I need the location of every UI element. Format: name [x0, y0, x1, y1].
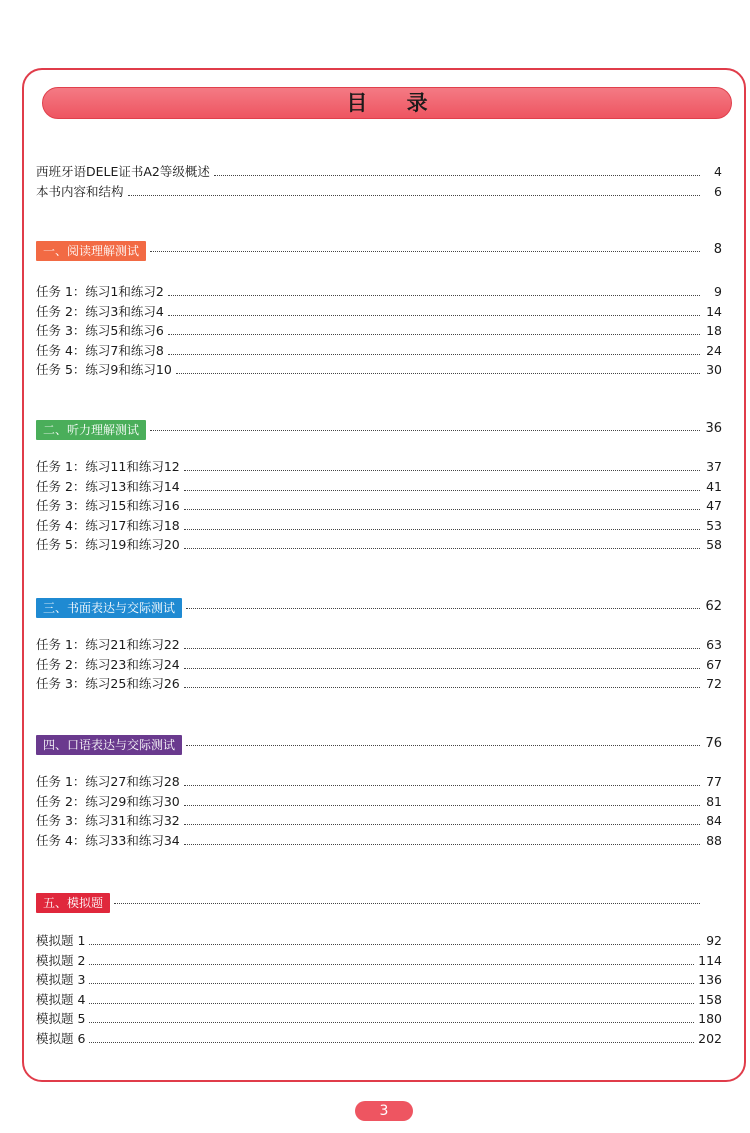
toc-page-number: 158: [698, 992, 722, 1007]
toc-entry[interactable]: [36, 952, 722, 970]
toc-entry-label: 任务 5：练习19和练习20: [36, 537, 180, 552]
toc-page-number: 30: [706, 362, 722, 377]
toc-entry[interactable]: [36, 163, 722, 181]
dot-leader: [214, 175, 700, 176]
toc-entry[interactable]: [36, 636, 722, 654]
toc-entry-label: 任务 4：练习17和练习18: [36, 518, 180, 533]
dot-leader: [89, 983, 694, 984]
toc-entry[interactable]: [36, 971, 722, 989]
dot-leader: [184, 805, 700, 806]
toc-entry-label: 任务 3：练习25和练习26: [36, 676, 180, 691]
toc-entry[interactable]: [36, 932, 722, 950]
toc-page-number: 14: [706, 304, 722, 319]
toc-page-number: 67: [706, 657, 722, 672]
toc-entry-label: 模拟题 3: [36, 972, 86, 987]
toc-entry-label: 任务 4：练习7和练习8: [36, 343, 164, 358]
toc-page-number: 88: [706, 833, 722, 848]
toc-page-number: 9: [714, 284, 722, 299]
toc-entry-label: 任务 2：练习23和练习24: [36, 657, 180, 672]
toc-entry[interactable]: [36, 812, 722, 830]
toc-entry[interactable]: [36, 183, 722, 201]
toc-page-number: 92: [706, 933, 722, 948]
toc-entry-label: 模拟题 4: [36, 992, 86, 1007]
toc-entry[interactable]: [36, 656, 722, 674]
dot-leader: [184, 529, 700, 530]
toc-title-bar: [42, 87, 732, 119]
toc-entry[interactable]: [36, 478, 722, 496]
section-heading-label: 二、听力理解测试: [36, 420, 146, 440]
toc-page-number: 202: [698, 1031, 722, 1046]
toc-page-number: 72: [706, 676, 722, 691]
dot-leader: [168, 334, 700, 335]
toc-section-heading[interactable]: [36, 737, 722, 755]
dot-leader: [114, 903, 700, 904]
toc-entry[interactable]: [36, 322, 722, 340]
dot-leader: [176, 373, 700, 374]
toc-entry-label: 任务 4：练习33和练习34: [36, 833, 180, 848]
toc-entry-label: 西班牙语DELE证书A2等级概述: [36, 164, 210, 179]
toc-section-heading[interactable]: [36, 243, 722, 261]
dot-leader: [89, 944, 700, 945]
toc-entry-label: 任务 3：练习31和练习32: [36, 813, 180, 828]
page-frame: [22, 68, 746, 1082]
toc-entry-label: 本书内容和结构: [36, 184, 124, 199]
toc-page-number: 4: [714, 164, 722, 179]
dot-leader: [184, 824, 700, 825]
toc-entry-label: 任务 2：练习29和练习30: [36, 794, 180, 809]
toc-page-number: 8: [713, 242, 722, 257]
dot-leader: [128, 195, 700, 196]
toc-entry-label: 任务 2：练习13和练习14: [36, 479, 180, 494]
toc-page-number: 36: [705, 421, 722, 436]
dot-leader: [186, 745, 700, 746]
dot-leader: [184, 490, 700, 491]
toc-page-number: 136: [698, 972, 722, 987]
section-heading-label: 一、阅读理解测试: [36, 241, 146, 261]
dot-leader: [184, 785, 700, 786]
toc-entry[interactable]: [36, 991, 722, 1009]
dot-leader: [168, 295, 700, 296]
dot-leader: [89, 1022, 694, 1023]
toc-entry[interactable]: [36, 832, 722, 850]
toc-entry-label: 模拟题 2: [36, 953, 86, 968]
toc-page-number: 41: [706, 479, 722, 494]
toc-entry[interactable]: [36, 773, 722, 791]
toc-page-number: 77: [706, 774, 722, 789]
toc-entry-label: 任务 1：练习27和练习28: [36, 774, 180, 789]
toc-entry[interactable]: [36, 497, 722, 515]
dot-leader: [184, 844, 700, 845]
toc-page-number: 63: [706, 637, 722, 652]
toc-entry[interactable]: [36, 361, 722, 379]
dot-leader: [89, 1042, 694, 1043]
toc-entry[interactable]: [36, 1030, 722, 1048]
toc-entry[interactable]: [36, 675, 722, 693]
toc-entry[interactable]: [36, 793, 722, 811]
toc-entry[interactable]: [36, 303, 722, 321]
toc-page-number: 53: [706, 518, 722, 533]
toc-page-number: 180: [698, 1011, 722, 1026]
toc-entry-label: 任务 3：练习15和练习16: [36, 498, 180, 513]
dot-leader: [89, 1003, 694, 1004]
toc-page-number: 6: [714, 184, 722, 199]
dot-leader: [184, 687, 700, 688]
toc-page-number: [704, 911, 722, 913]
toc-entry[interactable]: [36, 517, 722, 535]
toc-entry-label: 任务 1：练习21和练习22: [36, 637, 180, 652]
toc-page-number: 37: [706, 459, 722, 474]
toc-section-heading[interactable]: [36, 422, 722, 440]
dot-leader: [184, 548, 700, 549]
toc-entry[interactable]: [36, 458, 722, 476]
section-heading-label: 四、口语表达与交际测试: [36, 735, 182, 755]
toc-title: 目 录: [346, 91, 444, 115]
toc-page-number: 24: [706, 343, 722, 358]
dot-leader: [184, 470, 700, 471]
dot-leader: [89, 964, 694, 965]
toc-entry-label: 任务 5：练习9和练习10: [36, 362, 172, 377]
dot-leader: [184, 509, 700, 510]
toc-page-number: 76: [705, 736, 722, 751]
toc-entry[interactable]: [36, 283, 722, 301]
toc-section-heading[interactable]: [36, 600, 722, 618]
toc-entry[interactable]: [36, 1010, 722, 1028]
toc-entry-label: 任务 1：练习11和练习12: [36, 459, 180, 474]
toc-page-number: 62: [705, 599, 722, 614]
dot-leader: [184, 668, 700, 669]
section-heading-label: 三、书面表达与交际测试: [36, 598, 182, 618]
section-heading-label: 五、模拟题: [36, 893, 110, 913]
dot-leader: [186, 608, 700, 609]
toc-section-heading[interactable]: [36, 895, 722, 913]
dot-leader: [168, 354, 700, 355]
toc-entry-label: 任务 2：练习3和练习4: [36, 304, 164, 319]
toc-page-number: 58: [706, 537, 722, 552]
page-number-badge: 3: [355, 1101, 413, 1121]
toc-entry[interactable]: [36, 536, 722, 554]
toc-entry[interactable]: [36, 342, 722, 360]
toc-page-number: 114: [698, 953, 722, 968]
toc-page-number: 18: [706, 323, 722, 338]
dot-leader: [184, 648, 700, 649]
dot-leader: [150, 251, 700, 252]
dot-leader: [168, 315, 700, 316]
toc-entry-label: 任务 3：练习5和练习6: [36, 323, 164, 338]
dot-leader: [150, 430, 700, 431]
toc-page-number: 84: [706, 813, 722, 828]
toc-entry-label: 模拟题 5: [36, 1011, 86, 1026]
toc-entry-label: 模拟题 1: [36, 933, 86, 948]
toc-page-number: 81: [706, 794, 722, 809]
toc-entry-label: 任务 1：练习1和练习2: [36, 284, 164, 299]
toc-entry-label: 模拟题 6: [36, 1031, 86, 1046]
toc-page-number: 47: [706, 498, 722, 513]
